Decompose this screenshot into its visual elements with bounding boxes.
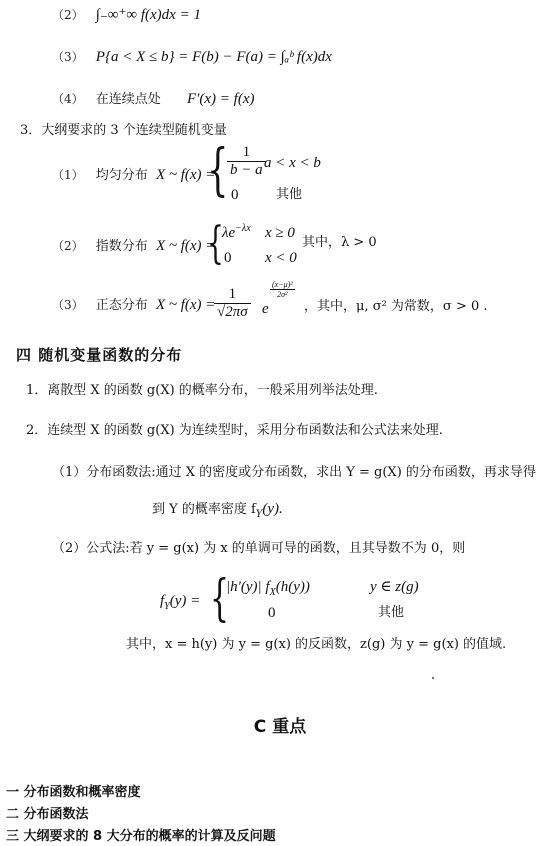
key-point-1: 一 分布函数和概率密度 xyxy=(6,785,141,800)
normal-exponent xyxy=(270,280,295,299)
item-number: （2） xyxy=(52,239,84,253)
value-bottom: 0 xyxy=(224,250,232,266)
lhs-end: (y) = xyxy=(169,593,201,609)
item-4 xyxy=(52,90,254,109)
distribution-name: 均匀分布 xyxy=(95,168,148,183)
denominator: b − a xyxy=(230,162,263,178)
fraction xyxy=(227,144,266,179)
item-number: （1） xyxy=(52,168,84,182)
subscript: X xyxy=(269,587,276,598)
numerator: 1 xyxy=(214,286,251,304)
condition-bottom: x < 0 xyxy=(265,250,297,266)
exp-term: λe xyxy=(222,225,236,241)
item-number: （3） xyxy=(52,298,84,312)
uniform-label xyxy=(52,166,215,185)
item-number: （2） xyxy=(52,8,84,22)
parameter-note: ，其中，μ, σ² 为常数，σ > 0 . xyxy=(304,299,488,314)
inverse-function-note: 其中，x = h(y) 为 y = g(x) 的反函数，z(g) 为 y = g(x) 的值域. xyxy=(126,637,507,652)
top-expression: |h′(y)| f xyxy=(226,579,270,595)
formula-lhs: X ~ f(x) = xyxy=(155,238,216,254)
euler-e: e xyxy=(262,301,269,317)
method-1-line-2 xyxy=(152,500,283,520)
exponent-denominator: 2σ² xyxy=(277,290,288,299)
left-brace: { xyxy=(210,569,230,627)
subscript: Y xyxy=(164,601,170,612)
value-bottom: 0 xyxy=(231,187,239,203)
parameter-note: 其中，λ > 0 xyxy=(302,235,377,250)
lhs-f: f xyxy=(160,593,165,609)
normal-fraction xyxy=(212,286,253,321)
top-expression-end: (h(y)) xyxy=(275,579,310,595)
condition-top: a < x < b xyxy=(264,155,321,171)
formula: P{a < X ≤ b} = F(b) − F(a) = ∫ₐᵇ f(x)dx xyxy=(95,49,332,65)
section-3-title: 3．大纲要求的 3 个连续型随机变量 xyxy=(20,123,227,138)
distribution-name: 正态分布 xyxy=(95,298,148,313)
condition-bottom: 其他 xyxy=(276,187,303,202)
density-lhs xyxy=(160,592,200,612)
item-text: 在连续点处 xyxy=(95,92,161,107)
text-end: (y). xyxy=(262,501,283,517)
key-point-2: 二 分布函数法 xyxy=(6,807,89,822)
fraction xyxy=(214,286,251,321)
method-2-line-1: （2）公式法:若 y = g(x) 为 x 的单调可导的函数，且其导数不为 0，则 xyxy=(52,541,466,556)
exp-top-case xyxy=(222,224,251,244)
section-4-heading: 四 随机变量函数的分布 xyxy=(16,346,183,364)
formula: F′(x) = f(x) xyxy=(186,91,255,107)
value-bottom: 0 xyxy=(268,605,276,621)
item-3 xyxy=(52,48,332,67)
left-brace: { xyxy=(207,218,224,269)
item-2 xyxy=(52,6,201,25)
section-c-title: C 重点 xyxy=(253,717,307,737)
density-top-case xyxy=(226,578,310,598)
denominator: √2πσ xyxy=(217,304,248,320)
subscript: Y xyxy=(255,509,263,520)
condition-top: x ≥ 0 xyxy=(265,225,295,241)
key-point-3: 三 大纲要求的 8 大分布的概率的计算及反问题 xyxy=(6,829,276,844)
section-4-paragraph-1: 1．离散型 X 的函数 g(X) 的概率分布，一般采用列举法处理. xyxy=(26,383,378,398)
text: 到 Y 的概率密度 f xyxy=(152,502,256,517)
exponent: −λx xyxy=(235,223,251,234)
uniform-top-case xyxy=(225,144,268,179)
condition-top: y ∈ z(g) xyxy=(370,579,419,595)
item-number: （4） xyxy=(52,92,84,106)
formula-lhs: X ~ f(x) = xyxy=(155,297,216,313)
distribution-name: 指数分布 xyxy=(95,239,148,254)
left-brace: { xyxy=(207,138,229,203)
item-number: （3） xyxy=(52,50,84,64)
normal-label xyxy=(52,296,215,315)
numerator: 1 xyxy=(227,144,266,162)
speck xyxy=(432,677,434,679)
section-4-paragraph-2: 2．连续型 X 的函数 g(X) 为连续型时，采用分布函数法和公式法来处理. xyxy=(26,423,443,438)
exponent-numerator: (x−μ)² xyxy=(272,280,293,289)
formula: ∫₋∞⁺∞ f(x)dx = 1 xyxy=(95,7,201,23)
exponential-label xyxy=(52,237,215,256)
method-1-line-1: （1）分布函数法:通过 X 的密度或分布函数，求出 Y = g(X) 的分布函数，再求导得 xyxy=(52,465,536,480)
formula-lhs: X ~ f(x) = xyxy=(155,167,216,183)
condition-bottom: 其他 xyxy=(378,605,405,620)
